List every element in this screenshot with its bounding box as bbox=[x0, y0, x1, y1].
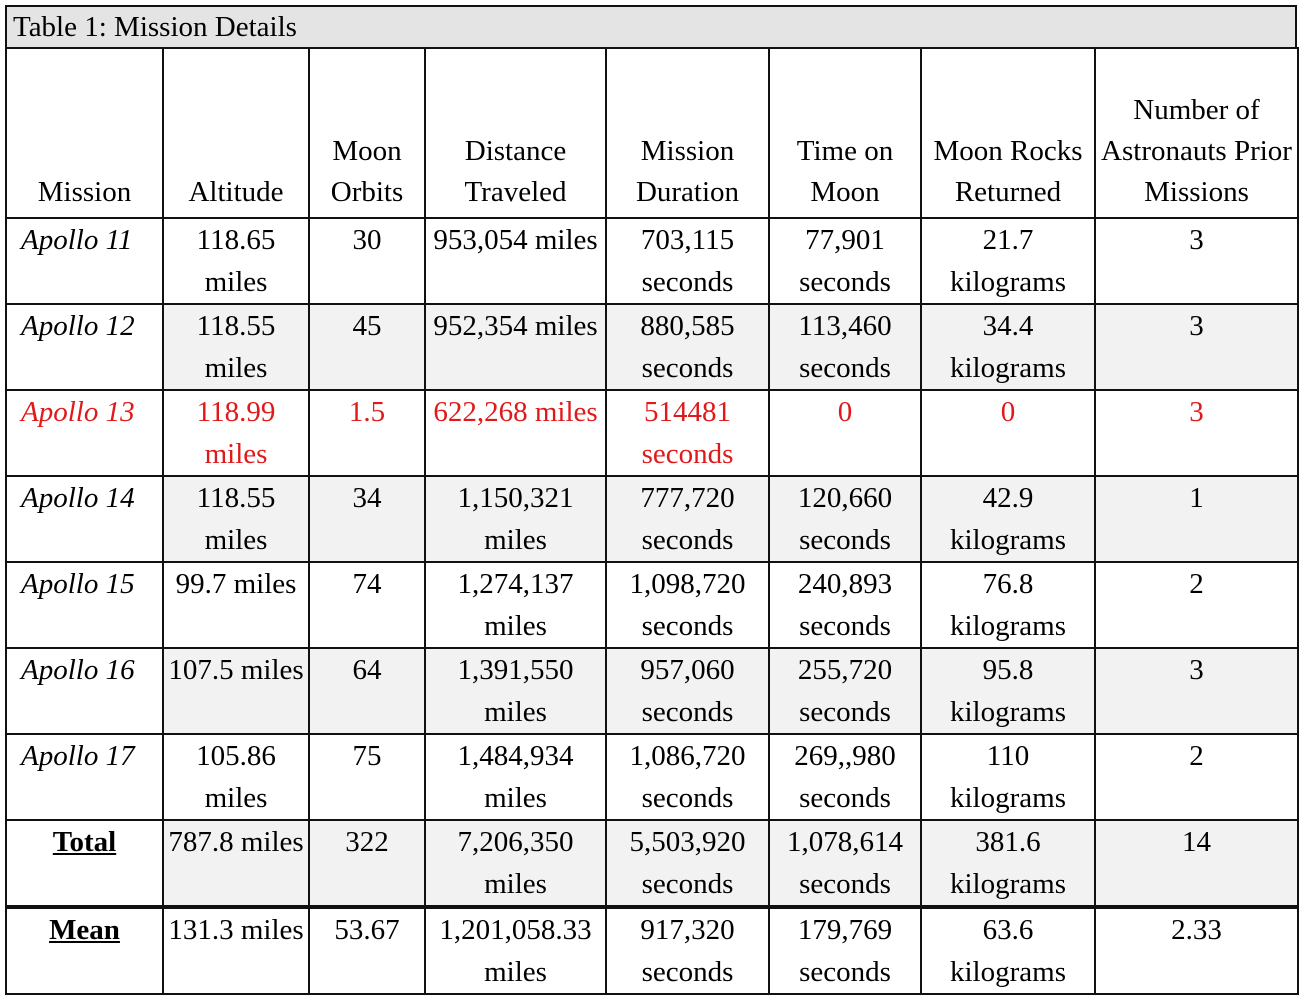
header-row bbox=[6, 48, 1298, 218]
moon-orbits-cell: 1.5 bbox=[309, 390, 425, 476]
time-on-moon-cell: 179,769 seconds bbox=[769, 907, 921, 994]
time-on-moon-cell: 269,,980 seconds bbox=[769, 734, 921, 820]
moon-rocks-cell: 110 kilograms bbox=[921, 734, 1095, 820]
prior-missions-cell: 3 bbox=[1095, 218, 1298, 304]
moon-orbits-cell: 64 bbox=[309, 648, 425, 734]
moon-rocks-cell: 76.8 kilograms bbox=[921, 562, 1095, 648]
moon-rocks-cell: 0 bbox=[921, 390, 1095, 476]
time-on-moon-cell: 77,901 seconds bbox=[769, 218, 921, 304]
total-row bbox=[6, 820, 1298, 907]
moon-orbits-cell: 30 bbox=[309, 218, 425, 304]
header-mission-duration: Mission Duration bbox=[606, 48, 769, 218]
prior-missions-cell: 3 bbox=[1095, 304, 1298, 390]
prior-missions-cell: 2.33 bbox=[1095, 907, 1298, 994]
moon-rocks-cell: 34.4 kilograms bbox=[921, 304, 1095, 390]
mission-cell: Apollo 17 bbox=[6, 734, 163, 820]
mission-cell: Apollo 14 bbox=[6, 476, 163, 562]
header-altitude: Altitude bbox=[163, 48, 309, 218]
table-row bbox=[6, 648, 1298, 734]
mission-details-table-container bbox=[5, 5, 1297, 995]
altitude-cell: 105.86 miles bbox=[163, 734, 309, 820]
mission-cell: Apollo 16 bbox=[6, 648, 163, 734]
distance-cell: 7,206,350 miles bbox=[425, 820, 606, 907]
time-on-moon-cell: 1,078,614 seconds bbox=[769, 820, 921, 907]
prior-missions-cell: 14 bbox=[1095, 820, 1298, 907]
moon-orbits-cell: 45 bbox=[309, 304, 425, 390]
distance-cell: 1,201,058.33 miles bbox=[425, 907, 606, 994]
moon-rocks-cell: 42.9 kilograms bbox=[921, 476, 1095, 562]
prior-missions-cell: 3 bbox=[1095, 390, 1298, 476]
prior-missions-cell: 1 bbox=[1095, 476, 1298, 562]
duration-cell: 514481 seconds bbox=[606, 390, 769, 476]
altitude-cell: 131.3 miles bbox=[163, 907, 309, 994]
mean-row bbox=[6, 907, 1298, 994]
duration-cell: 1,086,720 seconds bbox=[606, 734, 769, 820]
mean-label: Mean bbox=[6, 907, 163, 994]
header-distance-traveled: Distance Traveled bbox=[425, 48, 606, 218]
duration-cell: 777,720 seconds bbox=[606, 476, 769, 562]
prior-missions-cell: 3 bbox=[1095, 648, 1298, 734]
altitude-cell: 118.55 miles bbox=[163, 304, 309, 390]
moon-orbits-cell: 74 bbox=[309, 562, 425, 648]
header-time-on-moon: Time on Moon bbox=[769, 48, 921, 218]
altitude-cell: 99.7 miles bbox=[163, 562, 309, 648]
prior-missions-cell: 2 bbox=[1095, 734, 1298, 820]
duration-cell: 703,115 seconds bbox=[606, 218, 769, 304]
moon-orbits-cell: 34 bbox=[309, 476, 425, 562]
distance-cell: 953,054 miles bbox=[425, 218, 606, 304]
mission-cell: Apollo 12 bbox=[6, 304, 163, 390]
header-astronauts-prior-missions: Number of Astronauts Prior Missions bbox=[1095, 48, 1298, 218]
altitude-cell: 118.65 miles bbox=[163, 218, 309, 304]
duration-cell: 5,503,920 seconds bbox=[606, 820, 769, 907]
table-row bbox=[6, 218, 1298, 304]
table-row bbox=[6, 476, 1298, 562]
time-on-moon-cell: 120,660 seconds bbox=[769, 476, 921, 562]
moon-orbits-cell: 322 bbox=[309, 820, 425, 907]
time-on-moon-cell: 255,720 seconds bbox=[769, 648, 921, 734]
table-row bbox=[6, 734, 1298, 820]
mission-cell: Apollo 13 bbox=[6, 390, 163, 476]
time-on-moon-cell: 113,460 seconds bbox=[769, 304, 921, 390]
distance-cell: 1,274,137 miles bbox=[425, 562, 606, 648]
altitude-cell: 107.5 miles bbox=[163, 648, 309, 734]
distance-cell: 622,268 miles bbox=[425, 390, 606, 476]
moon-rocks-cell: 95.8 kilograms bbox=[921, 648, 1095, 734]
mission-cell: Apollo 15 bbox=[6, 562, 163, 648]
table-caption: Table 1: Mission Details bbox=[5, 5, 1297, 47]
duration-cell: 957,060 seconds bbox=[606, 648, 769, 734]
moon-rocks-cell: 63.6 kilograms bbox=[921, 907, 1095, 994]
distance-cell: 1,150,321 miles bbox=[425, 476, 606, 562]
distance-cell: 952,354 miles bbox=[425, 304, 606, 390]
duration-cell: 880,585 seconds bbox=[606, 304, 769, 390]
header-moon-orbits: Moon Orbits bbox=[309, 48, 425, 218]
mission-details-table bbox=[5, 47, 1299, 995]
moon-orbits-cell: 53.67 bbox=[309, 907, 425, 994]
altitude-cell: 118.99 miles bbox=[163, 390, 309, 476]
moon-rocks-cell: 381.6 kilograms bbox=[921, 820, 1095, 907]
table-row bbox=[6, 304, 1298, 390]
mission-cell: Apollo 11 bbox=[6, 218, 163, 304]
distance-cell: 1,484,934 miles bbox=[425, 734, 606, 820]
time-on-moon-cell: 0 bbox=[769, 390, 921, 476]
duration-cell: 917,320 seconds bbox=[606, 907, 769, 994]
altitude-cell: 787.8 miles bbox=[163, 820, 309, 907]
header-moon-rocks-returned: Moon Rocks Returned bbox=[921, 48, 1095, 218]
table-row bbox=[6, 562, 1298, 648]
duration-cell: 1,098,720 seconds bbox=[606, 562, 769, 648]
distance-cell: 1,391,550 miles bbox=[425, 648, 606, 734]
total-label: Total bbox=[6, 820, 163, 907]
moon-rocks-cell: 21.7 kilograms bbox=[921, 218, 1095, 304]
table-row-highlighted bbox=[6, 390, 1298, 476]
time-on-moon-cell: 240,893 seconds bbox=[769, 562, 921, 648]
header-mission: Mission bbox=[6, 48, 163, 218]
prior-missions-cell: 2 bbox=[1095, 562, 1298, 648]
moon-orbits-cell: 75 bbox=[309, 734, 425, 820]
altitude-cell: 118.55 miles bbox=[163, 476, 309, 562]
